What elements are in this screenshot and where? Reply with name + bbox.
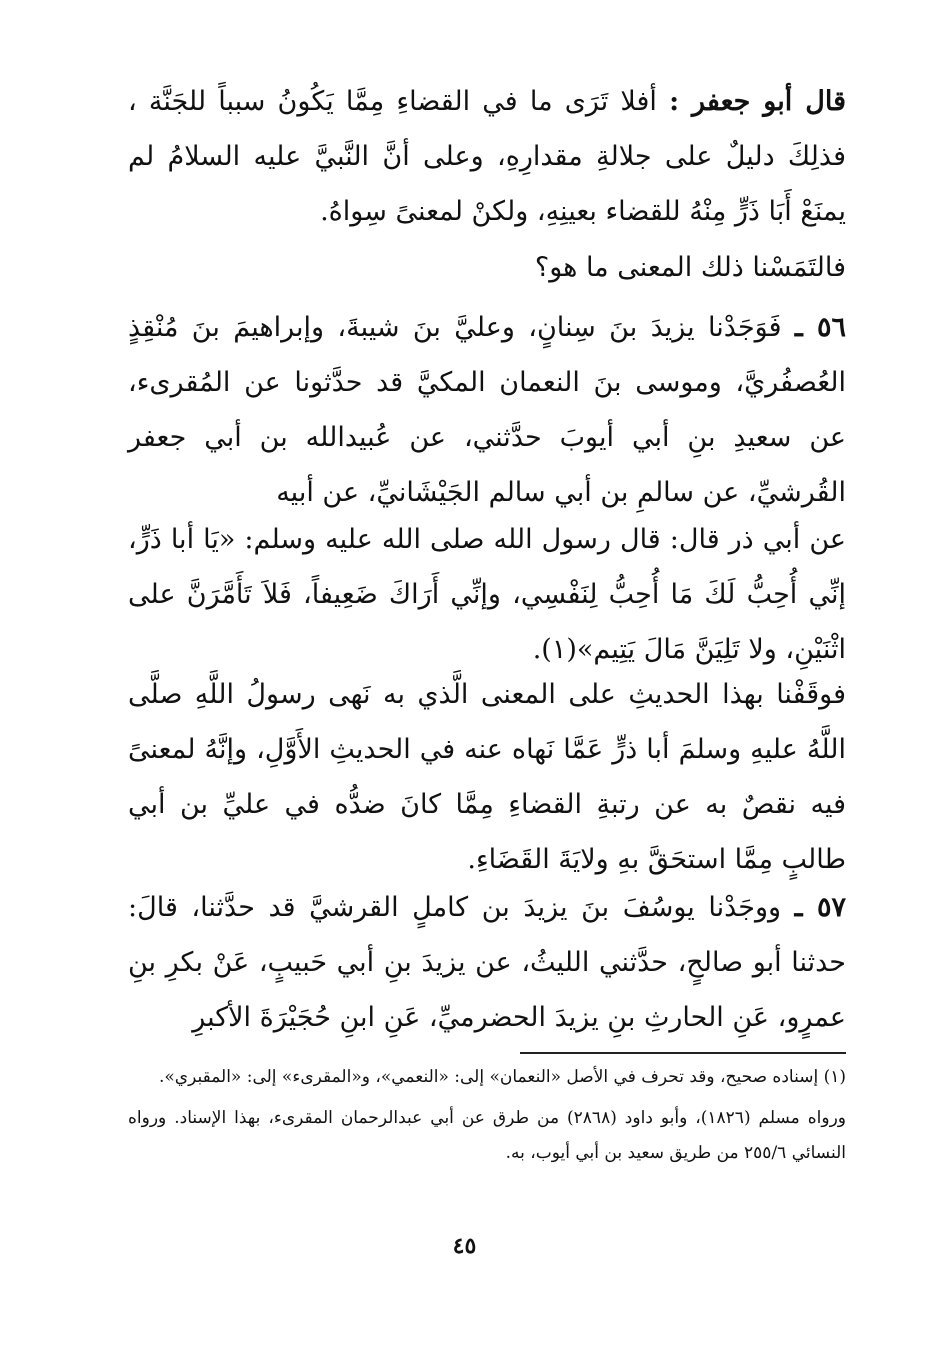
paragraph-text: فَوَجَدْنا يزيدَ بنَ سِنانٍ، وعليَّ بنَ شيبةَ، وإبراهيمَ بنَ مُنْقِذٍ العُصفُريَّ، وموسى بنَ النعمان المكيَّ قد حدَّثونا عن المُقرىء، عن سعيدِ بنِ أبي أيوبَ حدَّثني، عن عُبيدالله بن أبي جعفر القُرشيِّ، عن سالمِ بن أبي سالم الجَيْشَانيِّ، عن أبيه <box>128 312 846 508</box>
main-text-2 <box>128 240 846 295</box>
paragraph-text: أفلا تَرَى ما في القضاءِ مِمَّا يَكُونُ سبباً للجَنَّة ، فذلِكَ دليلٌ على جلالةِ مقدارِهِ، وعلى أنَّ النَّبيَّ عليه السلامُ لم يمنَعْ أَبَا ذَرٍّ مِنْهُ للقضاء بعينِهِ، ولكنْ لمعنىً سِواهُ. <box>128 86 846 227</box>
page-number: ٤٥ <box>452 1233 477 1259</box>
hadith-57 <box>128 880 846 1045</box>
main-text-6 <box>128 880 846 1045</box>
paragraph-text: فوقَفْنا بهذا الحديثِ على المعنى الَّذي به نَهى رسولُ اللَّهِ صلَّى اللَّهُ عليهِ وسلمَ أبا ذرٍّ عَمَّا نَهاه عنه في الحديثِ الأَوَّلِ، وإنَّهُ لمعنىً فيه نقصٌ به عن رتبةِ القضاءِ مِمَّا كانَ ضدُّه في عليِّ بن أبي طالبٍ مِمَّا استحَقَّ بهِ ولايَةَ القَضَاءِ. <box>128 679 846 875</box>
footnote-1-continued: ورواه مسلم (١٨٢٦)، وأبو داود (٢٨٦٨) من طرق عن أبي عبدالرحمان المقرىء، بهذا الإسناد. ورواه النسائي ٢٥٥/٦ من طريق سعيد بن أبي أيوب، به. <box>128 1108 846 1163</box>
hadith-56 <box>128 300 846 520</box>
paragraph-4 <box>128 512 846 677</box>
paragraph-text: فالتَمَسْنا ذلك المعنى ما هو؟ <box>534 252 846 283</box>
footnote-divider <box>520 1052 846 1054</box>
main-text <box>128 74 846 239</box>
paragraph-text: ووجَدْنا يوسُفَ بنَ يزيدَ بن كاملٍ القرشيَّ قد حدَّثنا، قالَ: حدثنا أبو صالحٍ، حدَّثني الليثُ، عن يزيدَ بنِ أبي حَبيبٍ، عَنْ بكرِ بنِ عمرٍو، عَنِ الحارثِ بنِ يزيدَ الحضرميِّ، عَنِ ابنِ حُجَيْرَةَ الأكبرِ <box>128 892 846 1033</box>
main-text-3 <box>128 300 846 520</box>
footnote-1: (١) إسناده صحيح، وقد تحرف في الأصل «النعمان» إلى: «النعمي»، و«المقرىء» إلى: «المقبري». <box>158 1067 846 1087</box>
footnotes <box>128 1060 846 1177</box>
hadith-number: ٥٦ ـ <box>794 312 846 343</box>
paragraph-text: عن أبي ذر قال: قال رسول الله صلى الله عليه وسلم: «يَا أبا ذَرٍّ، إنِّي أُحِبُّ لَكَ مَا أُحِبُّ لِنَفْسِي، وإنِّي أَرَاكَ ضَعِيفاً، فَلاَ تَأَمَّرَنَّ على اثْنَيْنِ، ولا تَلِيَنَّ مَالَ يَتِيم»(١). <box>128 524 846 665</box>
paragraph-5 <box>128 667 846 887</box>
paragraph-1 <box>128 74 846 239</box>
speaker-label: قال أبو جعفر : <box>669 86 846 117</box>
main-text-4 <box>128 512 846 677</box>
hadith-number: ٥٧ ـ <box>794 892 846 923</box>
main-text-5 <box>128 667 846 887</box>
paragraph-2 <box>128 240 846 295</box>
